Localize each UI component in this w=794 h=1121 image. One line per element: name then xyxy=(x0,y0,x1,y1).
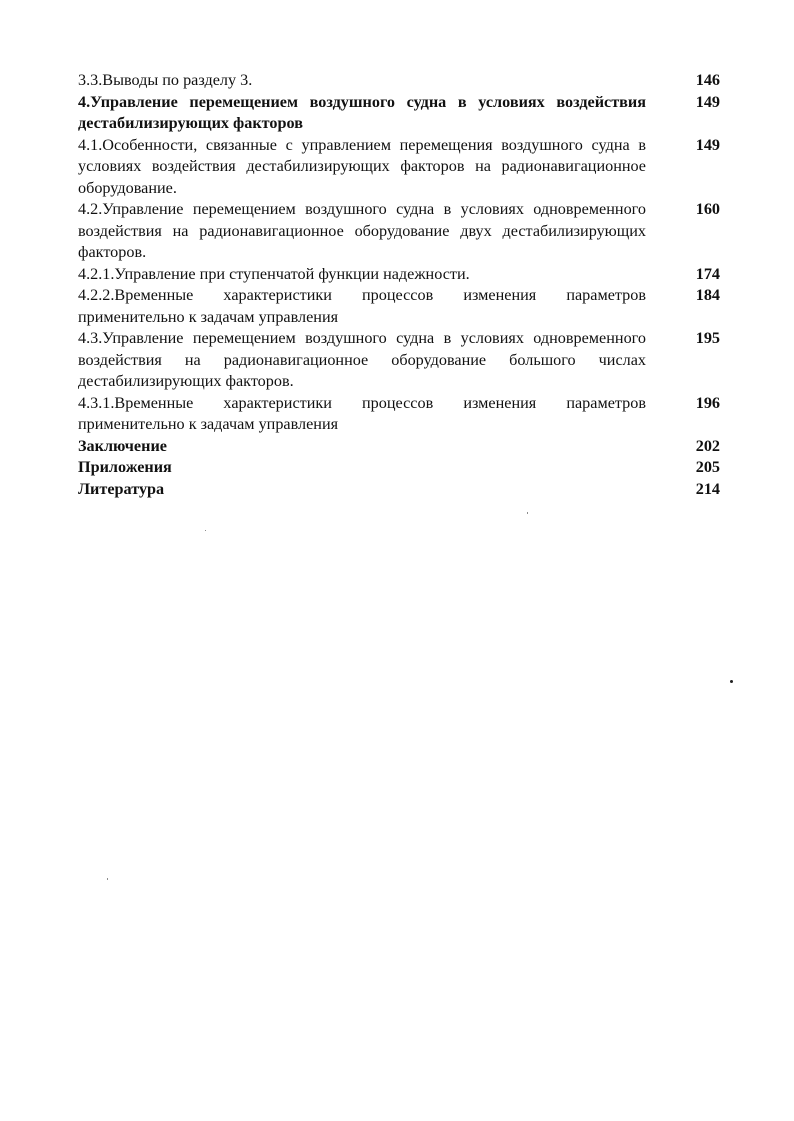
toc-entry-page: 174 xyxy=(695,264,720,283)
toc-entry-title: 4.3.1.Временные характеристики процессов изменения параметров применительно к задачам управления xyxy=(78,393,646,433)
toc-entry-page: 205 xyxy=(695,458,720,476)
toc-entry xyxy=(78,199,720,264)
toc-entry xyxy=(78,264,720,286)
toc-entry-title: Литература xyxy=(78,479,165,498)
toc-entry xyxy=(78,328,720,393)
toc-entry-page: 214 xyxy=(695,479,720,498)
scan-speck xyxy=(107,878,108,880)
toc-entry xyxy=(78,436,720,458)
toc-entry-title: Приложения xyxy=(78,458,172,476)
toc-entry-title: Заключение xyxy=(78,436,167,455)
toc-entry xyxy=(78,70,720,92)
toc-entry-page: 160 xyxy=(695,200,720,218)
toc-entry-page: 146 xyxy=(695,71,720,89)
toc-entry xyxy=(78,457,720,479)
scan-speck xyxy=(527,512,528,514)
toc-entry-title: 4.2.1.Управление при ступенчатой функции надежности. xyxy=(78,264,470,283)
toc-entry-title: 4.2.Управление перемещением воздушного судна в условиях одновременного воздействия на радионавигационное оборудование двух дестабилизирующих факторов. xyxy=(78,200,646,261)
toc-entry-title: 4.1.Особенности, связанные с управлением перемещения воздушного судна в условиях воздействия дестабилизирующих факторов на радионавигационное оборудование. xyxy=(78,135,646,197)
scan-speck xyxy=(730,680,733,683)
toc-entry xyxy=(78,479,720,501)
scan-speck xyxy=(205,530,206,531)
toc-entry-title: 4.Управление перемещением воздушного судна в условиях воздействия дестабилизирующих факторов xyxy=(78,92,646,132)
toc-entry xyxy=(78,92,720,135)
toc-entry-page: 184 xyxy=(695,286,720,304)
toc-entry-page: 195 xyxy=(695,329,720,347)
table-of-contents xyxy=(78,70,720,500)
toc-entry-page: 202 xyxy=(695,436,720,455)
toc-entry xyxy=(78,135,720,200)
toc-entry-title: 3.3.Выводы по разделу 3. xyxy=(78,71,253,89)
toc-entry-title: 4.2.2.Временные характеристики процессов изменения параметров применительно к задачам управления xyxy=(78,286,646,326)
toc-entry-page: 149 xyxy=(695,92,720,111)
toc-entry-page: 196 xyxy=(695,393,720,412)
toc-entry-page: 149 xyxy=(695,135,720,154)
toc-entry-title: 4.3.Управление перемещением воздушного судна в условиях одновременного воздействия на радионавигационное оборудование большого числах дестабилизирующих факторов. xyxy=(78,329,646,390)
toc-entry xyxy=(78,393,720,436)
toc-entry xyxy=(78,285,720,328)
